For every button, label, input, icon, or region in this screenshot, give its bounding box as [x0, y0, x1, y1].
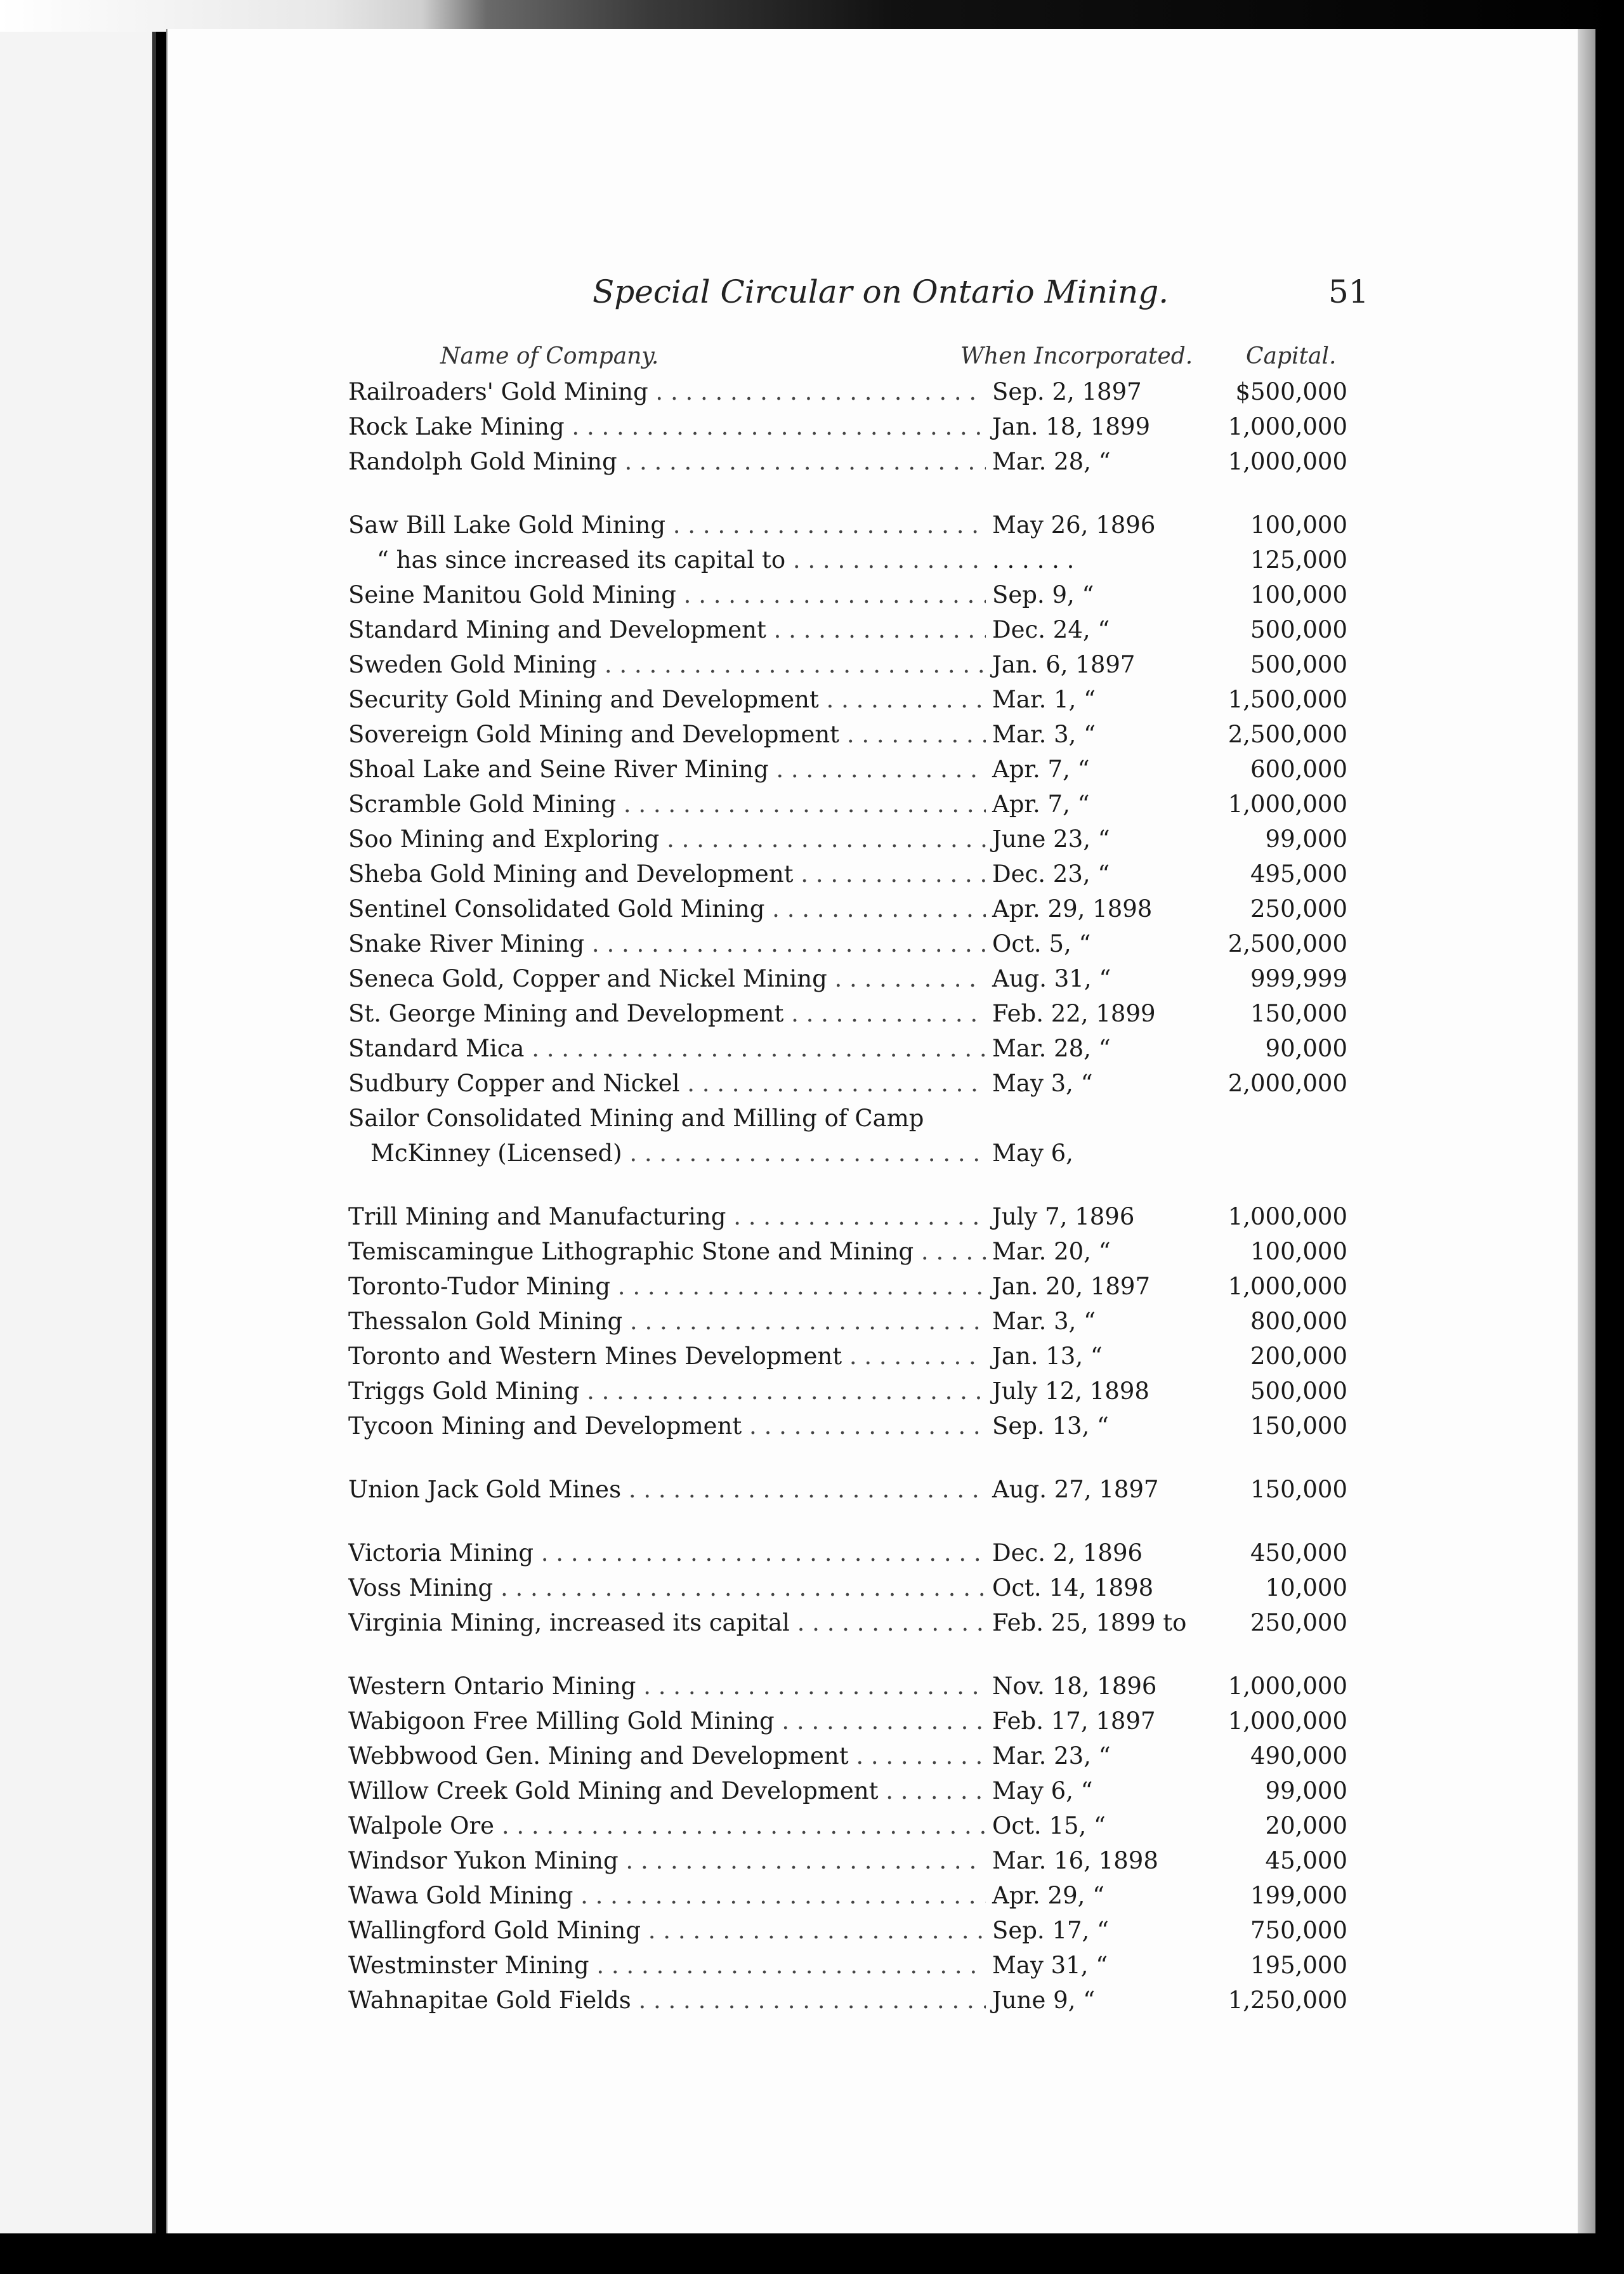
incorporation-date: Mar. 28, “	[986, 448, 1202, 475]
company-name: Wahnapitae Gold Fields . . .	[348, 1987, 1132, 2014]
table-row	[167, 1105, 1578, 1140]
table-row	[167, 1140, 1578, 1174]
company-name: Seneca Gold, Copper and Nickel Mining . . .	[348, 965, 1132, 992]
scan-top-edge	[0, 0, 1624, 32]
table-row	[167, 1952, 1578, 1987]
company-name: Union Jack Gold Mines . . .	[348, 1476, 1132, 1503]
incorporation-date: Sep. 17, “	[986, 1917, 1202, 1944]
capital-amount: 150,000	[1195, 1476, 1347, 1503]
company-name: Wabigoon Free Milling Gold Mining . . .	[348, 1707, 1132, 1735]
capital-amount: 1,500,000	[1195, 686, 1347, 713]
incorporation-date: Mar. 23, “	[986, 1742, 1202, 1770]
incorporation-date: Oct. 15, “	[986, 1812, 1202, 1839]
table-row	[167, 1609, 1578, 1644]
incorporation-date: Mar. 20, “	[986, 1238, 1202, 1265]
capital-amount: 1,000,000	[1195, 448, 1347, 475]
company-name: “ has since increased its capital to . . .	[377, 546, 1160, 574]
incorporation-date: May 26, 1896	[986, 511, 1202, 539]
table-row	[167, 1812, 1578, 1847]
incorporation-date: Dec. 23, “	[986, 860, 1202, 888]
document-page	[166, 29, 1578, 2233]
incorporation-date: Dec. 2, 1896	[986, 1539, 1202, 1567]
capital-amount: 800,000	[1195, 1308, 1347, 1335]
page-right-edge	[1576, 29, 1595, 2233]
capital-amount: 500,000	[1195, 1377, 1347, 1405]
table-row	[167, 1273, 1578, 1308]
capital-amount: 500,000	[1195, 651, 1347, 678]
incorporation-date: Jan. 20, 1897	[986, 1273, 1202, 1300]
capital-amount: 250,000	[1195, 1609, 1347, 1636]
company-name: Triggs Gold Mining . . .	[348, 1377, 1132, 1405]
incorporation-date: Mar. 3, “	[986, 1308, 1202, 1335]
incorporation-date: Mar. 28, “	[986, 1035, 1202, 1062]
company-name: McKinney (Licensed) . . .	[370, 1140, 1154, 1167]
table-row	[167, 1673, 1578, 1707]
capital-amount: 200,000	[1195, 1343, 1347, 1370]
company-name: Wallingford Gold Mining . . .	[348, 1917, 1132, 1944]
capital-amount: 750,000	[1195, 1917, 1347, 1944]
capital-amount: 99,000	[1195, 1777, 1347, 1804]
table-row	[167, 1777, 1578, 1812]
incorporation-date: Sep. 9, “	[986, 581, 1202, 608]
company-name: Snake River Mining . . .	[348, 930, 1132, 957]
capital-amount: 90,000	[1195, 1035, 1347, 1062]
company-name: Sovereign Gold Mining and Development . . .	[348, 721, 1132, 748]
table-row	[167, 1539, 1578, 1574]
incorporation-date: Feb. 22, 1899	[986, 1000, 1202, 1027]
table-row	[167, 686, 1578, 721]
company-name: St. George Mining and Development . . .	[348, 1000, 1132, 1027]
capital-amount: 250,000	[1195, 895, 1347, 923]
incorporation-date: Sep. 13, “	[986, 1412, 1202, 1440]
table-row	[167, 1203, 1578, 1238]
incorporation-date: Apr. 29, “	[986, 1882, 1202, 1909]
company-name: Tycoon Mining and Development . . .	[348, 1412, 1132, 1440]
table-row	[167, 546, 1578, 581]
company-name: Railroaders' Gold Mining . . .	[348, 378, 1132, 405]
company-name: Windsor Yukon Mining . . .	[348, 1847, 1132, 1874]
capital-amount: 1,000,000	[1195, 1273, 1347, 1300]
company-name: Seine Manitou Gold Mining . . .	[348, 581, 1132, 608]
table-row	[167, 1308, 1578, 1343]
company-name: Victoria Mining . . .	[348, 1539, 1132, 1567]
table-row	[167, 965, 1578, 1000]
capital-amount: 2,500,000	[1195, 721, 1347, 748]
company-name: Walpole Ore . . .	[348, 1812, 1132, 1839]
capital-amount: 99,000	[1195, 825, 1347, 853]
group-spacer	[167, 1447, 1578, 1476]
company-name: Wawa Gold Mining . . .	[348, 1882, 1132, 1909]
column-header-when: When Incorporated.	[960, 343, 1193, 369]
capital-amount: 100,000	[1195, 1238, 1347, 1265]
table-row	[167, 756, 1578, 791]
table-row	[167, 1574, 1578, 1609]
incorporation-date: Sep. 2, 1897	[986, 378, 1202, 405]
company-name: Webbwood Gen. Mining and Development . . .	[348, 1742, 1132, 1770]
incorporation-date: Mar. 16, 1898	[986, 1847, 1202, 1874]
column-header-name: Name of Company.	[440, 343, 659, 369]
company-name: Saw Bill Lake Gold Mining . . .	[348, 511, 1132, 539]
capital-amount: 100,000	[1195, 581, 1347, 608]
company-name: Willow Creek Gold Mining and Development . . .	[348, 1777, 1132, 1804]
company-name: Trill Mining and Manufacturing . . .	[348, 1203, 1132, 1230]
incorporation-date: May 6, “	[986, 1777, 1202, 1804]
company-name: Standard Mica . . .	[348, 1035, 1132, 1062]
capital-amount: 495,000	[1195, 860, 1347, 888]
company-name: Randolph Gold Mining . . .	[348, 448, 1132, 475]
incorporation-date: May 6,	[986, 1140, 1202, 1167]
capital-amount: 500,000	[1195, 616, 1347, 643]
column-headers	[167, 343, 1578, 375]
table-row	[167, 1742, 1578, 1777]
table-row	[167, 448, 1578, 483]
company-name: Scramble Gold Mining . . .	[348, 791, 1132, 818]
table-row	[167, 413, 1578, 448]
table-row	[167, 378, 1578, 413]
incorporation-date: Feb. 25, 1899 to	[986, 1609, 1202, 1636]
company-name: Sheba Gold Mining and Development . . .	[348, 860, 1132, 888]
incorporation-date: Aug. 27, 1897	[986, 1476, 1202, 1503]
company-name: Toronto and Western Mines Development . . .	[348, 1343, 1132, 1370]
company-name: Temiscamingue Lithographic Stone and Mining . . .	[348, 1238, 1132, 1265]
incorporation-date: May 3, “	[986, 1070, 1202, 1097]
table-row	[167, 1070, 1578, 1105]
incorporation-date: June 9, “	[986, 1987, 1202, 2014]
company-name: Sudbury Copper and Nickel . . .	[348, 1070, 1132, 1097]
capital-amount: 125,000	[1195, 546, 1347, 574]
capital-amount: 490,000	[1195, 1742, 1347, 1770]
table-row	[167, 825, 1578, 860]
table-row	[167, 581, 1578, 616]
capital-amount: 45,000	[1195, 1847, 1347, 1874]
incorporation-date: Mar. 3, “	[986, 721, 1202, 748]
capital-amount: 600,000	[1195, 756, 1347, 783]
capital-amount: 20,000	[1195, 1812, 1347, 1839]
capital-amount: 1,000,000	[1195, 1707, 1347, 1735]
capital-amount: $500,000	[1195, 378, 1347, 405]
capital-amount: 195,000	[1195, 1952, 1347, 1979]
incorporation-date: Oct. 5, “	[986, 930, 1202, 957]
running-header	[167, 273, 1578, 318]
incorporation-date: Jan. 18, 1899	[986, 413, 1202, 440]
incorporation-date: Nov. 18, 1896	[986, 1673, 1202, 1700]
table-row	[167, 791, 1578, 825]
company-name: Western Ontario Mining . . .	[348, 1673, 1132, 1700]
company-name: Sentinel Consolidated Gold Mining . . .	[348, 895, 1132, 923]
company-name: Rock Lake Mining . . .	[348, 413, 1132, 440]
table-row	[167, 1847, 1578, 1882]
table-row	[167, 1377, 1578, 1412]
table-row	[167, 721, 1578, 756]
capital-amount: 2,500,000	[1195, 930, 1347, 957]
company-name: Sweden Gold Mining . . .	[348, 651, 1132, 678]
capital-amount: 450,000	[1195, 1539, 1347, 1567]
company-name: Soo Mining and Exploring . . .	[348, 825, 1132, 853]
table-row	[167, 895, 1578, 930]
table-row	[167, 1000, 1578, 1035]
table-row	[167, 1707, 1578, 1742]
table-row	[167, 1987, 1578, 2021]
capital-amount: 150,000	[1195, 1000, 1347, 1027]
table-row	[167, 651, 1578, 686]
company-name: Thessalon Gold Mining . . .	[348, 1308, 1132, 1335]
incorporation-date: Apr. 29, 1898	[986, 895, 1202, 923]
page-number: 51	[1328, 273, 1369, 310]
incorporation-date: Oct. 14, 1898	[986, 1574, 1202, 1601]
capital-amount: 10,000	[1195, 1574, 1347, 1601]
incorporation-date: June 23, “	[986, 825, 1202, 853]
table-row	[167, 511, 1578, 546]
incorporation-date: Apr. 7, “	[986, 791, 1202, 818]
group-spacer	[167, 1174, 1578, 1203]
incorporation-date: Dec. 24, “	[986, 616, 1202, 643]
capital-amount: 150,000	[1195, 1412, 1347, 1440]
group-spacer	[167, 1644, 1578, 1673]
incorporation-date: July 7, 1896	[986, 1203, 1202, 1230]
capital-amount: 2,000,000	[1195, 1070, 1347, 1097]
table-row	[167, 860, 1578, 895]
company-name: Sailor Consolidated Mining and Milling of Camp	[348, 1105, 924, 1132]
capital-amount: 1,000,000	[1195, 413, 1347, 440]
incorporation-date: Apr. 7, “	[986, 756, 1202, 783]
incorporation-date: May 31, “	[986, 1952, 1202, 1979]
incorporation-date: Jan. 6, 1897	[986, 651, 1202, 678]
table-row	[167, 1343, 1578, 1377]
table-row	[167, 616, 1578, 651]
capital-amount: 1,000,000	[1195, 1673, 1347, 1700]
page-title: Special Circular on Ontario Mining.	[593, 273, 1169, 310]
company-name: Toronto-Tudor Mining . . .	[348, 1273, 1132, 1300]
incorporation-date: Mar. 1, “	[986, 686, 1202, 713]
capital-amount: 199,000	[1195, 1882, 1347, 1909]
group-spacer	[167, 483, 1578, 511]
table-row	[167, 1412, 1578, 1447]
incorporation-date: . . . . . .	[986, 546, 1202, 574]
table-row	[167, 1882, 1578, 1917]
incorporation-date: Jan. 13, “	[986, 1343, 1202, 1370]
table-row	[167, 930, 1578, 965]
table-row	[167, 1476, 1578, 1511]
incorporation-date: Aug. 31, “	[986, 965, 1202, 992]
facing-page-edge	[0, 32, 156, 2233]
capital-amount: 1,000,000	[1195, 791, 1347, 818]
company-name: Virginia Mining, increased its capital . . .	[348, 1609, 1132, 1636]
incorporation-date: Feb. 17, 1897	[986, 1707, 1202, 1735]
company-name: Westminster Mining . . .	[348, 1952, 1132, 1979]
company-name: Security Gold Mining and Development . . .	[348, 686, 1132, 713]
table-row	[167, 1917, 1578, 1952]
capital-amount: 999,999	[1195, 965, 1347, 992]
company-name: Standard Mining and Development . . .	[348, 616, 1132, 643]
table-row	[167, 1035, 1578, 1070]
capital-amount: 1,250,000	[1195, 1987, 1347, 2014]
incorporation-date: July 12, 1898	[986, 1377, 1202, 1405]
capital-amount: 100,000	[1195, 511, 1347, 539]
table-row	[167, 1238, 1578, 1273]
column-header-capital: Capital.	[1246, 343, 1337, 369]
capital-amount: 1,000,000	[1195, 1203, 1347, 1230]
company-name: Shoal Lake and Seine River Mining . . .	[348, 756, 1132, 783]
group-spacer	[167, 1511, 1578, 1539]
company-name: Voss Mining . . .	[348, 1574, 1132, 1601]
company-table	[167, 378, 1578, 2021]
